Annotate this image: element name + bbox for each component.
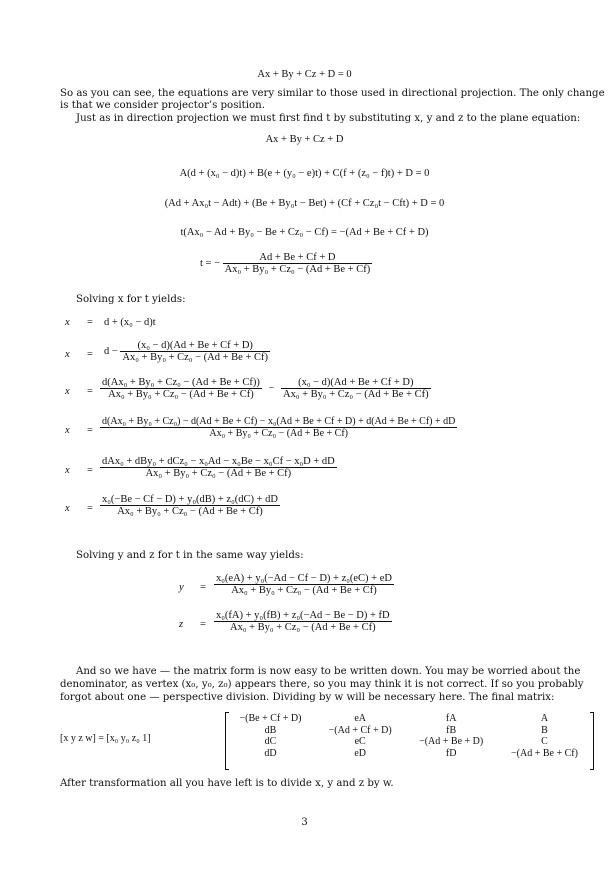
x-row-2-fraction — [120, 340, 270, 363]
y-denominator: Ax₀ + By₀ + Cz₀ − (Ad + Be + Cf) — [214, 584, 394, 596]
equals-sign: = — [87, 425, 93, 436]
x-var: x — [65, 317, 70, 328]
t-denominator: Ax₀ + By₀ + Cz₀ − (Ad + Be + Cf) — [224, 264, 371, 275]
matrix-cell: dB — [264, 724, 277, 736]
matrix-row — [226, 725, 592, 737]
x-row-5-numerator: dAx₀ + dBy₀ + dCz₀ − x₀Ad − x₀Be − x₀Cf − x₀D + dD — [102, 456, 335, 467]
z-denominator: Ax₀ + By₀ + Cz₀ − (Ad + Be + Cf) — [214, 621, 392, 633]
paragraph-1-line-1: So as you can see, the equations are very similar to those used in directional projection. The only change — [60, 88, 605, 99]
matrix-row — [226, 736, 592, 748]
page-number: 3 — [301, 817, 308, 828]
y-numerator: x₀(eA) + y₀(−Ad − Cf − D) + z₀(eC) + eD — [216, 573, 392, 584]
t-numerator: Ad + Be + Cf + D — [259, 252, 336, 263]
equals-sign: = — [87, 317, 93, 328]
x-row-2-denominator: Ax₀ + By₀ + Cz₀ − (Ad + Be + Cf) — [122, 352, 269, 363]
matrix-cell: A — [540, 713, 549, 724]
matrix-cell: dD — [264, 747, 277, 759]
equation-t — [200, 252, 372, 275]
matrix-cell: −(Ad + Be + D) — [419, 736, 484, 747]
x-row-3-numerator-b: (x₀ − d)(Ad + Be + Cf + D) — [298, 377, 414, 388]
x-row-4-fraction — [100, 416, 457, 439]
x-row-3-denominator-a: Ax₀ + By₀ + Cz₀ − (Ad + Be + Cf) — [100, 388, 262, 400]
x-row-3-fraction-a — [100, 377, 262, 400]
x-row-3-denominator-b: Ax₀ + By₀ + Cz₀ − (Ad + Be + Cf) — [283, 389, 429, 400]
matrix-cell: fD — [445, 747, 457, 759]
matrix-cell: fA — [445, 713, 457, 724]
matrix-cell: fB — [446, 724, 457, 736]
x-row-2-prefix: d − — [104, 346, 118, 357]
matrix-cell: eA — [354, 713, 366, 724]
equation-plane: Ax + By + Cz + D — [265, 134, 344, 145]
t-fraction — [223, 252, 373, 275]
equation-substitution-2: (Ad + Ax₀t − Adt) + (Be + By₀t − Bet) + (Cf + Cz₀t − Cft) + D = 0 — [164, 198, 445, 209]
solving-x-heading: Solving x for t yields: — [76, 294, 186, 305]
paragraph-3-line-3: forgot about one — perspective division. Dividing by w will be necessary here. The final matrix: — [60, 692, 555, 703]
x-row-6-numerator: x₀(−Be − Cf − D) + y₀(dB) + z₀(dC) + dD — [102, 494, 278, 505]
x-row-6-fraction — [100, 494, 280, 517]
matrix-cell: −(Ad + Cf + D) — [328, 724, 392, 736]
after-transformation: After transformation all you have left is to divide x, y and z by w. — [60, 778, 394, 789]
matrix-cell: −(Be + Cf + D) — [239, 713, 302, 724]
matrix-cell: −(Ad + Be + Cf) — [511, 747, 578, 759]
x-var: x — [65, 425, 70, 436]
matrix-cell: C — [541, 736, 548, 747]
x-var: x — [65, 386, 70, 397]
x-var: x — [65, 503, 70, 514]
x-row-3-fraction-b — [281, 377, 431, 400]
x-var: x — [65, 465, 70, 476]
equals-sign: = — [200, 582, 206, 593]
equation-substitution-1: A(d + (x₀ − d)t) + B(e + (y₀ − e)t) + C(f + (z₀ − f)t) + D = 0 — [179, 168, 430, 179]
equals-sign: = — [87, 349, 93, 360]
equation-substitution-3: t(Ax₀ − Ad + By₀ − Be + Cz₀ − Cf) = −(Ad + Be + Cf + D) — [180, 227, 429, 238]
x-row-1-rhs: d + (x₀ − d)t — [104, 317, 156, 328]
matrix-cell: eD — [354, 747, 366, 759]
z-fraction — [214, 610, 392, 633]
x-row-6-denominator: Ax₀ + By₀ + Cz₀ − (Ad + Be + Cf) — [100, 505, 280, 517]
equals-sign: = — [87, 465, 93, 476]
matrix-cell: B — [541, 724, 548, 736]
x-row-3-numerator-a: d(Ax₀ + By₀ + Cz₀ − (Ad + Be + Cf)) — [102, 377, 260, 388]
x-row-2-numerator: (x₀ − d)(Ad + Be + Cf + D) — [137, 340, 253, 351]
matrix-row — [226, 713, 592, 725]
solving-yz-heading: Solving y and z for t in the same way yields: — [76, 550, 304, 561]
x-row-5-fraction — [100, 456, 337, 479]
paragraph-1-line-2: is that we consider projector’s position. — [60, 100, 265, 111]
y-var: y — [179, 582, 184, 593]
transformation-matrix — [226, 713, 592, 759]
paragraph-3-line-1: And so we have — the matrix form is now easy to be written down. You may be worried about the — [76, 666, 581, 677]
matrix-cell: eC — [354, 736, 366, 747]
t-lhs: t = − — [200, 257, 221, 269]
paragraph-3-line-2: denominator, as vertex (x₀, y₀, z₀) appears there, so you may think it is not correct. If so you probably — [60, 679, 584, 690]
paragraph-2: Just as in direction projection we must first find t by substituting x, y and z to the plane equation: — [76, 113, 581, 124]
y-fraction — [214, 573, 394, 596]
matrix-lhs: [x y z w] = [x₀ y₀ z₀ 1] — [60, 733, 151, 744]
minus-sign: − — [268, 383, 275, 394]
matrix-row — [226, 748, 592, 760]
x-row-4-denominator: Ax₀ + By₀ + Cz₀ − (Ad + Be + Cf) — [100, 427, 457, 439]
matrix-cell: dC — [264, 736, 277, 747]
z-var: z — [179, 619, 184, 630]
equation-plane-top: Ax + By + Cz + D = 0 — [257, 69, 352, 80]
x-row-4-numerator: d(Ax₀ + By₀ + Cz₀) − d(Ad + Be + Cf) − x₀(Ad + Be + Cf + D) + d(Ad + Be + Cf) + dD — [102, 416, 456, 427]
equals-sign: = — [87, 503, 93, 514]
equals-sign: = — [87, 386, 93, 397]
z-numerator: x₀(fA) + y₀(fB) + z₀(−Ad − Be − D) + fD — [216, 610, 390, 621]
equals-sign: = — [200, 619, 206, 630]
x-row-5-denominator: Ax₀ + By₀ + Cz₀ − (Ad + Be + Cf) — [100, 467, 337, 479]
x-var: x — [65, 349, 70, 360]
